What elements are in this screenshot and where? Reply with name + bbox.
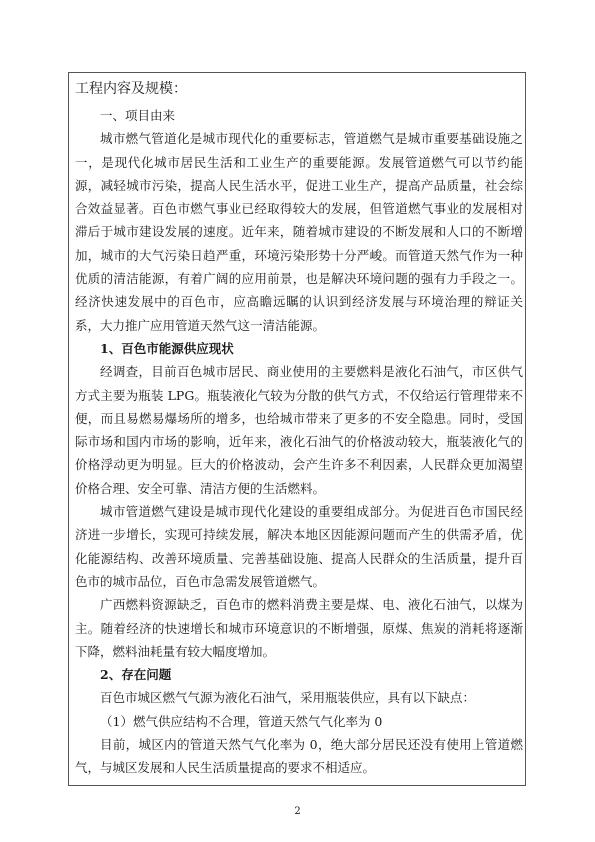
subsection-heading: 1、百色市能源供应现状 — [100, 340, 234, 356]
body-paragraph: 目前，城区内的管道天然气气化率为 0，绝大部分居民还没有使用上管道燃气，与城区发展和人民生活质量提高的要求不相适应。 — [75, 737, 523, 776]
list-item: （1）燃气供应结构不合理，管道天然气气化率为 0 — [100, 713, 383, 729]
body-paragraph: 广西燃料资源缺乏，百色市的燃料消费主要是煤、电、液化石油气，以煤为主。随着经济的快速增长和城市环境意识的不断增强，原煤、焦炭的消耗将逐渐下降，燃料油耗量有较大幅度增加。 — [75, 597, 523, 659]
section-title: 工程内容及规模： — [75, 81, 187, 97]
body-paragraph: 经调查，目前百色城市居民、商业使用的主要燃料是液化石油气，市区供气方式主要为瓶装 LPG。瓶装液化气较为分散的供气方式，不仅给运行管理带来不便，而且易燃易爆场所的增多，也给城市带来了更多的不安全隐患。同时，受国际市场和国内市场的影响，近年来，液化石油气的价格波动较大，瓶装液化气的价格浮动更为明显。巨大的价格波动，会产生许多不利因素，人民群众更加渴望价格合理、安全可靠、清洁方便的生活燃料。 — [75, 364, 523, 496]
body-paragraph: 百色市城区燃气气源为液化石油气，采用瓶装供应，具有以下缺点： — [100, 690, 476, 706]
body-paragraph: 城市管道燃气建设是城市现代化建设的重要组成部分。为促进百色市国民经济进一步增长，实现可持续发展，解决本地区因能源问题而产生的供需矛盾，优化能源结构、改善环境质量、完善基础设施、提高人民群众的生活质量，提升百色市的城市品位，百色市急需发展管道燃气。 — [75, 504, 523, 589]
document-body — [75, 80, 523, 780]
section-heading: 一、项目由来 — [100, 108, 176, 123]
subsection-heading: 2、存在问题 — [100, 667, 172, 683]
page-number: 2 — [294, 806, 301, 817]
body-paragraph: 城市燃气管道化是城市现代化的重要标志，管道燃气是城市重要基础设施之一，是现代化城市居民生活和工业生产的重要能源。发展管道燃气可以节约能源，减轻城市污染，提高人民生活水平，促进工业生产，提高产品质量，社会综合效益显著。百色市燃气事业已经取得较大的发展，但管道燃气事业的发展相对滞后于城市建设发展的速度。近年来，随着城市建设的不断发展和人口的不断增加，城市的大气污染日趋严重，环境污染形势十分严峻。而管道天然气作为一种优质的清洁能源，有着广阔的应用前景，也是解决环境问题的强有力手段之一。经济快速发展中的百色市，应高瞻远瞩的认识到经济发展与环境治理的辩证关系，大力推广应用管道天然气这一清洁能源。 — [75, 131, 523, 333]
